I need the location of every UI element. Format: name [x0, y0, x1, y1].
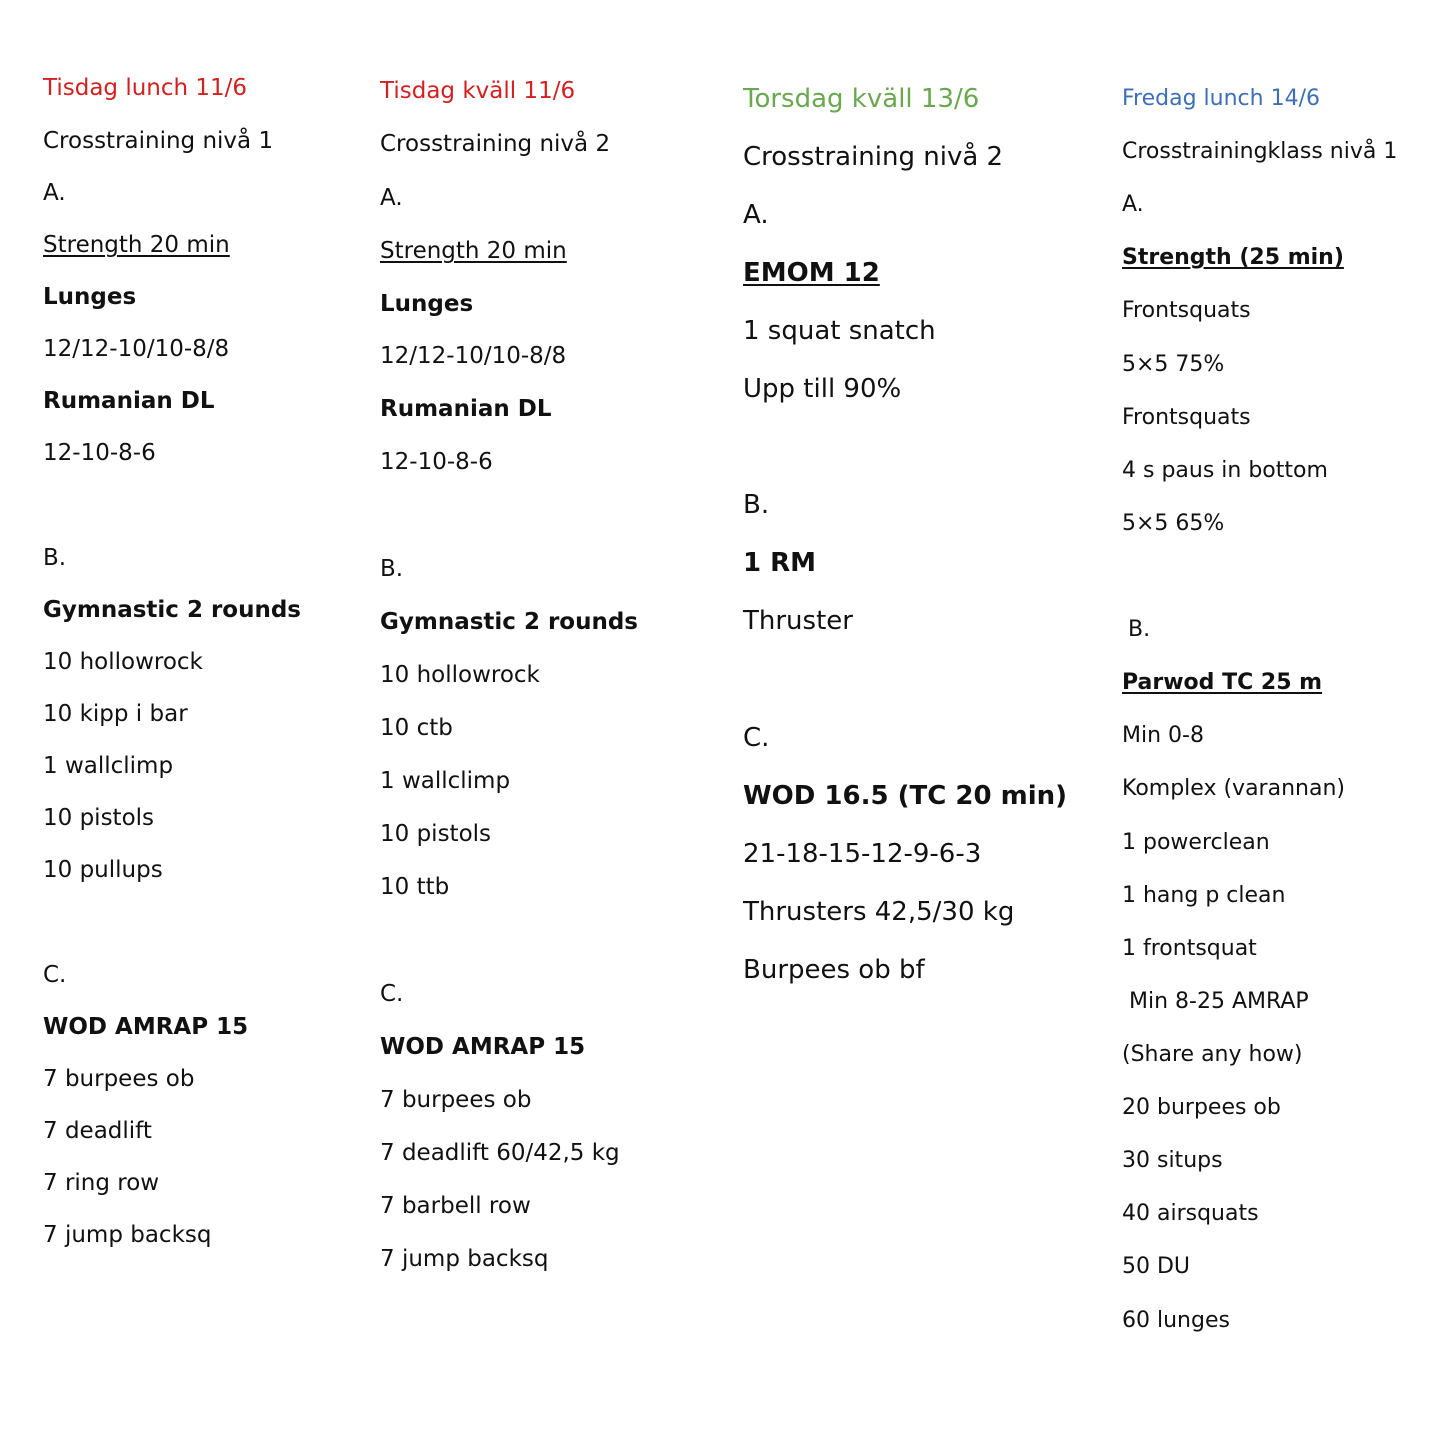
- exercise-line: 4 s paus in bottom: [1122, 458, 1328, 483]
- section-letter: A.: [380, 185, 403, 211]
- exercise-line: 1 frontsquat: [1122, 936, 1257, 961]
- exercise-line: 12-10-8-6: [43, 440, 156, 466]
- class-name: Crosstraining nivå 2: [743, 142, 1004, 172]
- section-title: WOD 16.5 (TC 20 min): [743, 781, 1067, 811]
- section-letter: A.: [43, 180, 66, 206]
- section-title: Strength 20 min: [43, 232, 230, 258]
- exercise-line: 60 lunges: [1122, 1308, 1230, 1333]
- section-title: Strength 20 min: [380, 238, 567, 264]
- section-letter: A.: [743, 200, 769, 230]
- section-letter: C.: [743, 723, 770, 753]
- exercise-line: 30 situps: [1122, 1148, 1223, 1173]
- exercise-line: Frontsquats: [1122, 298, 1251, 323]
- exercise-line: 1 wallclimp: [43, 753, 174, 779]
- exercise-line: 12-10-8-6: [380, 449, 493, 475]
- exercise-line: Rumanian DL: [43, 388, 215, 414]
- exercise-line: Komplex (varannan): [1122, 776, 1345, 801]
- exercise-line: Rumanian DL: [380, 396, 552, 422]
- exercise-line: Lunges: [380, 291, 474, 317]
- exercise-line: 10 hollowrock: [43, 649, 203, 675]
- exercise-line: 7 jump backsq: [43, 1222, 212, 1248]
- section-title: EMOM 12: [743, 258, 880, 288]
- day-heading: Tisdag lunch 11/6: [43, 75, 248, 101]
- exercise-line: Frontsquats: [1122, 405, 1251, 430]
- exercise-line: Lunges: [43, 284, 137, 310]
- exercise-line: Min 8-25 AMRAP: [1129, 989, 1309, 1014]
- section-title: WOD AMRAP 15: [380, 1034, 586, 1060]
- class-name: Crosstraining nivå 1: [43, 128, 274, 154]
- exercise-line: 7 burpees ob: [380, 1087, 532, 1113]
- exercise-line: Thrusters 42,5/30 kg: [743, 897, 1015, 927]
- day-heading: Fredag lunch 14/6: [1122, 86, 1320, 111]
- section-letter: C.: [43, 962, 67, 988]
- exercise-line: 10 kipp i bar: [43, 701, 188, 727]
- exercise-line: 50 DU: [1122, 1254, 1191, 1279]
- section-letter: B.: [1128, 617, 1151, 642]
- exercise-line: Thruster: [743, 606, 853, 636]
- exercise-line: 10 pistols: [380, 821, 492, 847]
- exercise-line: 1 hang p clean: [1122, 883, 1286, 908]
- section-title: Gymnastic 2 rounds: [43, 597, 301, 623]
- exercise-line: 1 squat snatch: [743, 316, 936, 346]
- exercise-line: 10 ctb: [380, 715, 453, 741]
- section-title: WOD AMRAP 15: [43, 1014, 249, 1040]
- section-title: Strength (25 min): [1122, 245, 1344, 270]
- exercise-line: 12/12-10/10-8/8: [43, 336, 230, 362]
- exercise-line: 10 hollowrock: [380, 662, 540, 688]
- exercise-line: 7 jump backsq: [380, 1246, 549, 1272]
- class-name: Crosstraining nivå 2: [380, 131, 611, 157]
- exercise-line: 7 burpees ob: [43, 1066, 195, 1092]
- exercise-line: 1 powerclean: [1122, 830, 1270, 855]
- exercise-line: 12/12-10/10-8/8: [380, 343, 567, 369]
- exercise-line: 21-18-15-12-9-6-3: [743, 839, 982, 869]
- day-heading: Torsdag kväll 13/6: [743, 84, 980, 114]
- exercise-line: 20 burpees ob: [1122, 1095, 1281, 1120]
- exercise-line: 10 pistols: [43, 805, 155, 831]
- exercise-line: (Share any how): [1122, 1042, 1303, 1067]
- exercise-line: 7 deadlift 60/42,5 kg: [380, 1140, 620, 1166]
- section-letter: A.: [1122, 192, 1144, 217]
- exercise-line: 10 ttb: [380, 874, 450, 900]
- exercise-line: Upp till 90%: [743, 374, 902, 404]
- section-letter: B.: [743, 490, 770, 520]
- section-title: 1 RM: [743, 548, 817, 578]
- exercise-line: 5×5 75%: [1122, 352, 1225, 377]
- class-name: Crosstrainingklass nivå 1: [1122, 139, 1398, 164]
- exercise-line: 1 wallclimp: [380, 768, 511, 794]
- section-title: Gymnastic 2 rounds: [380, 609, 638, 635]
- exercise-line: Burpees ob bf: [743, 955, 925, 985]
- section-letter: B.: [380, 556, 404, 582]
- exercise-line: 5×5 65%: [1122, 511, 1225, 536]
- section-letter: B.: [43, 545, 67, 571]
- day-heading: Tisdag kväll 11/6: [380, 78, 576, 104]
- section-title: Parwod TC 25 m: [1122, 670, 1323, 695]
- section-letter: C.: [380, 981, 404, 1007]
- exercise-line: 10 pullups: [43, 857, 163, 883]
- exercise-line: 40 airsquats: [1122, 1201, 1259, 1226]
- exercise-line: 7 deadlift: [43, 1118, 152, 1144]
- exercise-line: Min 0-8: [1122, 723, 1204, 748]
- exercise-line: 7 barbell row: [380, 1193, 531, 1219]
- exercise-line: 7 ring row: [43, 1170, 160, 1196]
